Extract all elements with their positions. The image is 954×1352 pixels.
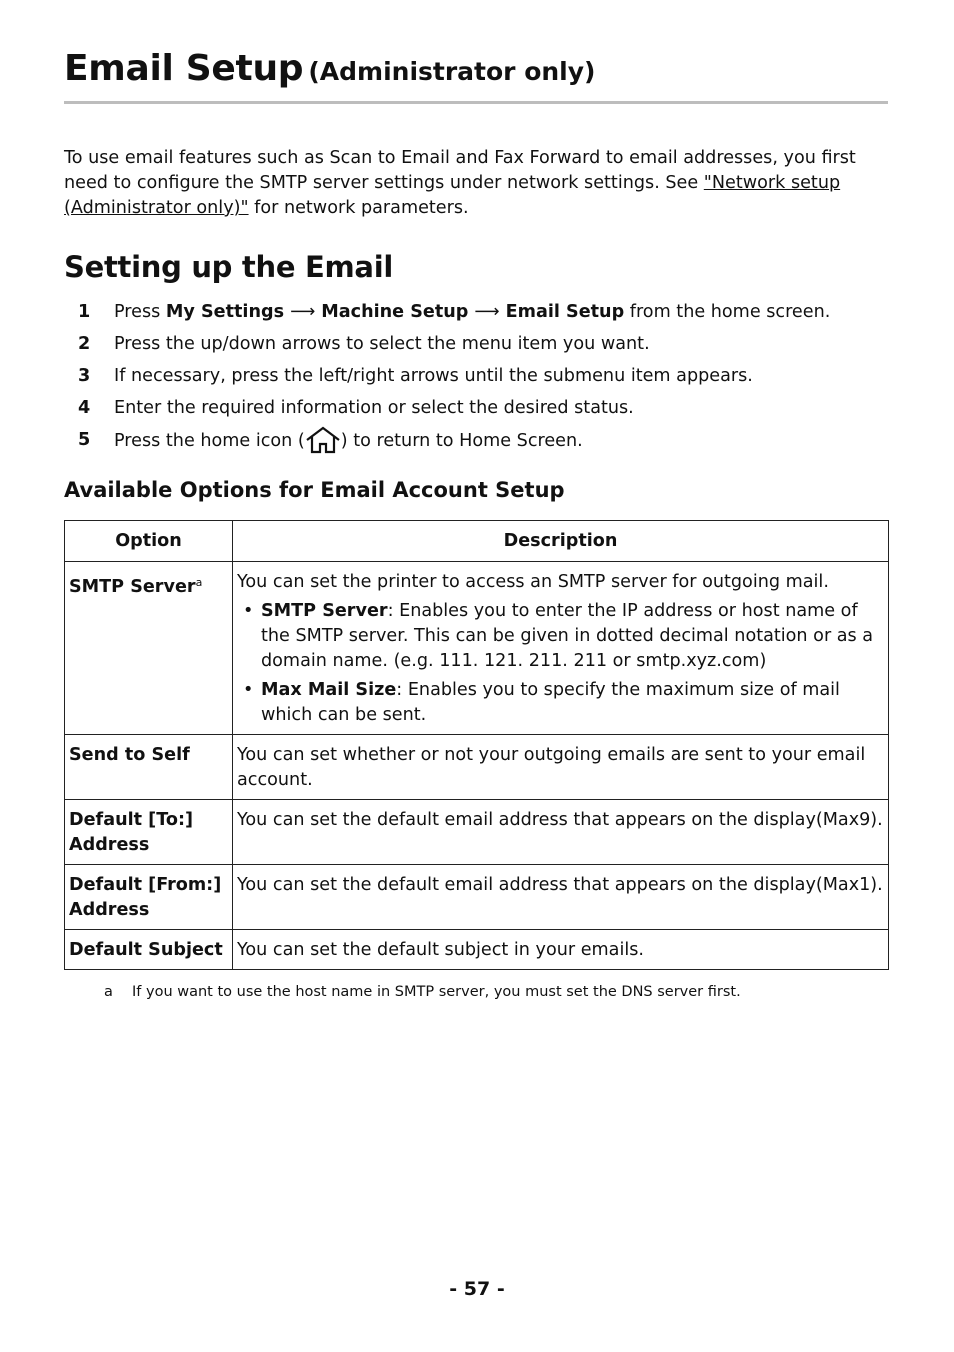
arrow-icon: ⟶	[474, 302, 500, 322]
footnote	[104, 984, 741, 1000]
step-text-pre: Press the home icon (	[114, 431, 305, 451]
network-setup-link[interactable]: "Network setup (Administrator only)"	[64, 173, 841, 218]
option-cell: Default [From:] Address	[65, 865, 233, 930]
description-text: You can set the printer to access an SMTP server for outgoing mail.	[237, 572, 829, 592]
step-1	[64, 298, 894, 330]
options-table	[64, 520, 889, 970]
section-heading: Setting up the Email	[64, 250, 393, 284]
table-header-row	[65, 521, 889, 562]
bullet-dot: •	[243, 601, 254, 621]
option-cell: Send to Self	[65, 735, 233, 800]
bullet-label: SMTP Server	[261, 601, 388, 621]
description-cell: You can set the default subject in your emails.	[233, 930, 889, 970]
step-2	[64, 330, 894, 362]
table-row	[65, 865, 889, 930]
table-row	[65, 800, 889, 865]
step-3	[64, 362, 894, 394]
step-number: 5	[78, 430, 91, 450]
menu-machine-setup: Machine Setup	[321, 302, 469, 322]
table-row	[65, 735, 889, 800]
intro-text: To use email features such as Scan to Email and Fax Forward to email addresses, you first need to configure the SMTP server settings under network settings. See	[64, 148, 856, 193]
step-text: Enter the required information or select the desired status.	[114, 398, 634, 418]
bullet-text: : Enables you to specify the maximum size of mail which can be sent.	[261, 680, 840, 725]
column-header-option: Option	[65, 521, 233, 562]
footnote-marker: a	[195, 576, 203, 589]
home-icon	[305, 426, 341, 454]
bullet-dot: •	[243, 680, 254, 700]
option-name: SMTP Server	[69, 577, 196, 597]
step-number: 2	[78, 334, 91, 354]
menu-email-setup: Email Setup	[505, 302, 625, 322]
description-cell: You can set the default email address that appears on the display(Max1).	[233, 865, 889, 930]
page-title	[64, 48, 888, 104]
footnote-text: If you want to use the host name in SMTP server, you must set the DNS server first.	[132, 984, 741, 1000]
column-header-description: Description	[233, 521, 889, 562]
bullet-item	[237, 599, 884, 674]
menu-my-settings: My Settings	[165, 302, 285, 322]
step-text: If necessary, press the left/right arrows until the submenu item appears.	[114, 366, 753, 386]
option-cell: Default Subject	[65, 930, 233, 970]
step-number: 1	[78, 302, 91, 322]
description-cell: You can set whether or not your outgoing emails are sent to your email account.	[233, 735, 889, 800]
step-number: 4	[78, 398, 91, 418]
step-text: Press the up/down arrows to select the menu item you want.	[114, 334, 650, 354]
option-cell	[65, 562, 233, 735]
footnote-mark: a	[104, 984, 113, 1000]
option-cell: Default [To:] Address	[65, 800, 233, 865]
step-text-post: ) to return to Home Screen.	[340, 431, 583, 451]
table-heading: Available Options for Email Account Setup	[64, 478, 565, 502]
table-row	[65, 562, 889, 735]
page-title-sub: (Administrator only)	[308, 57, 596, 86]
page-number: - 57 -	[449, 1278, 505, 1300]
page-title-main: Email Setup	[64, 48, 304, 89]
description-cell: You can set the default email address that appears on the display(Max9).	[233, 800, 889, 865]
step-5	[64, 426, 894, 458]
steps-list	[64, 298, 894, 458]
bullet-label: Max Mail Size	[261, 680, 397, 700]
table-row	[65, 930, 889, 970]
step-text-post: from the home screen.	[624, 302, 831, 322]
step-4	[64, 394, 894, 426]
bullet-text: : Enables you to enter the IP address or host name of the SMTP server. This can be given in dotted decimal notation or as a domain name. (e.g. 111. 121. 211. 211 or smtp.xyz.com)	[261, 601, 874, 671]
step-text-pre: Press	[114, 302, 166, 322]
bullet-item	[237, 678, 884, 728]
intro-paragraph	[64, 146, 894, 221]
arrow-icon: ⟶	[290, 302, 316, 322]
description-cell	[233, 562, 889, 735]
step-text	[114, 426, 583, 455]
step-text	[114, 298, 830, 326]
step-number: 3	[78, 366, 91, 386]
intro-text-end: for network parameters.	[248, 198, 469, 218]
